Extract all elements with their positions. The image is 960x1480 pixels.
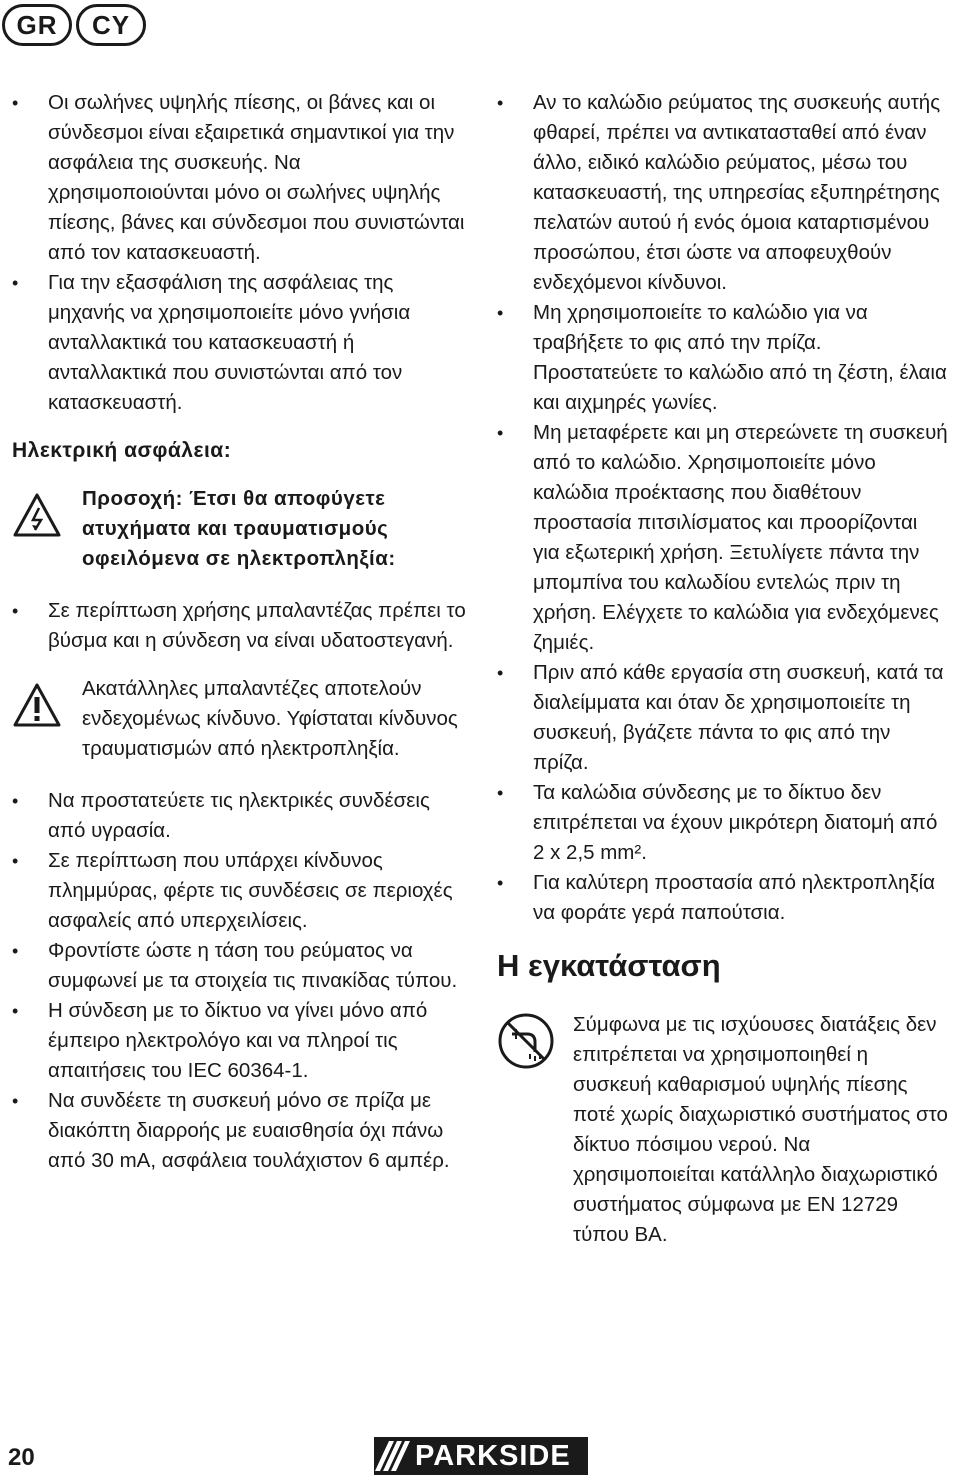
installation-title: Η εγκατάσταση [497,948,721,983]
middle-bullet-list [12,596,467,656]
list-item: • Να προστατεύετε τις ηλεκτρικές συνδέσεις από υγρασία. [12,786,467,846]
list-item: • Οι σωλήνες υψηλής πίεσης, οι βάνες και οι σύνδεσμοι είναι εξαιρετικά σημαντικοί για την ασφάλεια της συσκευής. Να χρησιμοποιούνται μόνο οι σωλήνες υψηλής πίεσης, βάνες και σύνδεσμοι που συνιστώνται από τον κατασκευαστή. [12,88,467,268]
caution-icon [12,674,72,737]
electric-warning-text: Προσοχή: Έτσι θα αποφύγετε ατυχήματα και τραυματισμούς οφειλόμενα σε ηλεκτροπληξία: [82,487,396,570]
caution-note-block [12,674,467,764]
bottom-bullet-list [12,786,467,1176]
installation-text: Σύμφωνα με τις ισχύουσες διατάξεις δεν επιτρέπεται να χρησιμοποιηθεί η συσκευή καθαρισμού υψηλής πίεσης ποτέ χωρίς διαχωριστικό συστήματος στο δίκτυο πόσιμου νερού. Να χρησιμοποιείται κατάλληλο διαχωριστικό συστήματος σύμφωνα με EN 12729 τύπου BA. [573,1013,948,1246]
list-item: • Για καλύτερη προστασία από ηλεκτροπληξία να φοράτε γερά παπούτσια. [497,868,949,928]
brand-logo [374,1437,588,1475]
brand-logo-text: PARKSIDE [415,1439,571,1472]
language-badges [2,4,146,46]
left-column [12,88,467,1176]
electric-hazard-icon [12,484,72,547]
right-column [497,88,949,1250]
list-item: • Μη μεταφέρετε και μη στερεώνετε τη συσκευή από το καλώδιο. Χρησιμοποιείτε μόνο καλώδια προέκτασης που διαθέτουν προστασία πιτσιλίσματος και προορίζονται για εξωτερική χρήση. Ξετυλίγετε πάντα την μπομπίνα του καλωδίου εντελώς πριν τη χρήση. Ελέγχετε το καλώδια για ενδεχόμενες ζημιές. [497,418,949,658]
lang-badge-gr: GR [2,4,72,46]
no-direct-drinking-water-connection-icon [497,1010,573,1079]
logo-slashes-icon [374,1441,403,1471]
caution-note-text: Ακατάλληλες μπαλαντέζες αποτελούν ενδεχομένως κίνδυνο. Υφίσταται κίνδυνος τραυματισμών από ηλεκτροπληξία. [82,677,458,760]
list-item: • Μη χρησιμοποιείτε το καλώδιο για να τραβήξετε το φις από την πρίζα. Προστατεύετε το καλώδιο από τη ζέστη, έλαια και αιχμηρές γωνίες. [497,298,949,418]
installation-block [497,1010,949,1250]
right-bullet-list [497,88,949,928]
list-item: • Φροντίστε ώστε η τάση του ρεύματος να συμφωνεί με τα στοιχεία τις πινακίδας τύπου. [12,936,467,996]
list-item: • Τα καλώδια σύνδεσης με το δίκτυο δεν επιτρέπεται να έχουν μικρότερη διατομή από 2 x 2,5 mm². [497,778,949,868]
electrical-safety-heading: Ηλεκτρική ασφάλεια: [12,439,232,462]
top-bullet-list [12,88,467,418]
list-item: • Σε περίπτωση χρήσης μπαλαντέζας πρέπει το βύσμα και η σύνδεση να είναι υδατοστεγανή. [12,596,467,656]
page-number: 20 [8,1444,35,1471]
list-item: • Σε περίπτωση που υπάρχει κίνδυνος πλημμύρας, φέρτε τις συνδέσεις σε περιοχές ασφαλείς από υπερχειλίσεις. [12,846,467,936]
list-item: • Για την εξασφάλιση της ασφάλειας της μηχανής να χρησιμοποιείτε μόνο γνήσια ανταλλακτικά του κατασκευαστή ή ανταλλακτικά που συνιστώνται από τον κατασκευαστή. [12,268,467,418]
lang-badge-cy: CY [76,4,146,46]
list-item: • Αν το καλώδιο ρεύματος της συσκευής αυτής φθαρεί, πρέπει να αντικατασταθεί από έναν άλλο, ειδικό καλώδιο ρεύματος, μέσω του κατασκευαστή, της υπηρεσίας εξυπηρέτησης πελατών αυτού ή ενός όμοια καταρτισμένου προσώπου, έτσι ώστε να αποφευχθούν ενδεχόμενοι κίνδυνοι. [497,88,949,298]
list-item: • Να συνδέετε τη συσκευή μόνο σε πρίζα με διακόπτη διαρροής με ευαισθησία όχι πάνω από 30 mA, ασφάλεια τουλάχιστον 6 αμπέρ. [12,1086,467,1176]
list-item: • Πριν από κάθε εργασία στη συσκευή, κατά τα διαλείμματα και όταν δε χρησιμοποιείτε τη συσκευή, βγάζετε πάντα το φις από την πρίζα. [497,658,949,778]
electric-warning-block [12,484,467,574]
list-item: • Η σύνδεση με το δίκτυο να γίνει μόνο από έμπειρο ηλεκτρολόγο και να πληροί τις απαιτήσεις του IEC 60364-1. [12,996,467,1086]
